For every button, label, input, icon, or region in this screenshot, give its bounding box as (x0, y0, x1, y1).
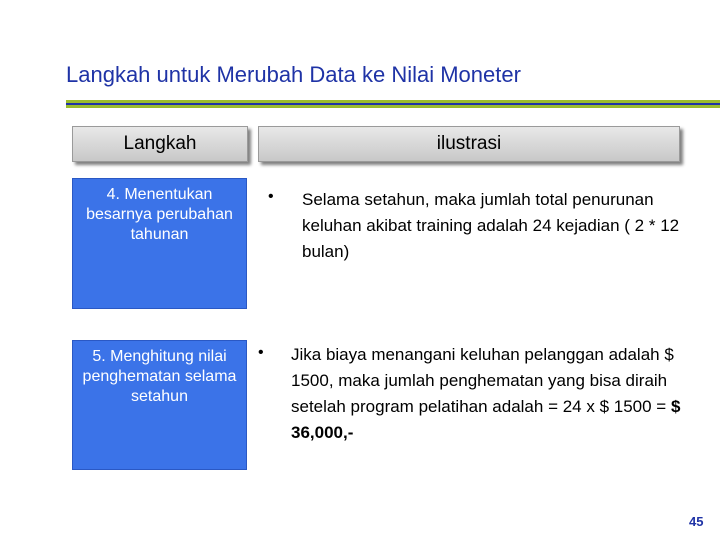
step-label-5: 5. Menghitung nilai penghematan selama setahun (82, 348, 237, 405)
step-box-5 (72, 340, 247, 470)
bullet-icon: • (268, 188, 274, 205)
illustration-text-5-body: Jika biaya menangani keluhan pelanggan adalah $ 1500, maka jumlah penghematan yang bisa diraih setelah program pelatihan adalah = 24 x $ 1500 = (291, 345, 674, 416)
title-underline-blue (66, 103, 720, 105)
step-label-4: 4. Menentukan besarnya perubahan tahunan (86, 186, 233, 243)
illustration-text-4: Selama setahun, maka jumlah total penurunan keluhan akibat training adalah 24 kejadian ( 2 * 12 bulan) (302, 190, 680, 261)
title-underline (66, 100, 720, 108)
page-title: Langkah untuk Merubah Data ke Nilai Moneter (66, 62, 521, 87)
illustration-text-5 (291, 342, 681, 446)
bullet-icon: • (258, 344, 264, 361)
header-langkah: Langkah (72, 126, 248, 162)
illustration-text-5-amount: $ 36,000,- (291, 397, 681, 442)
page-number: 45 (689, 514, 704, 529)
step-box-4 (72, 178, 247, 309)
header-ilustrasi: ilustrasi (258, 126, 680, 162)
